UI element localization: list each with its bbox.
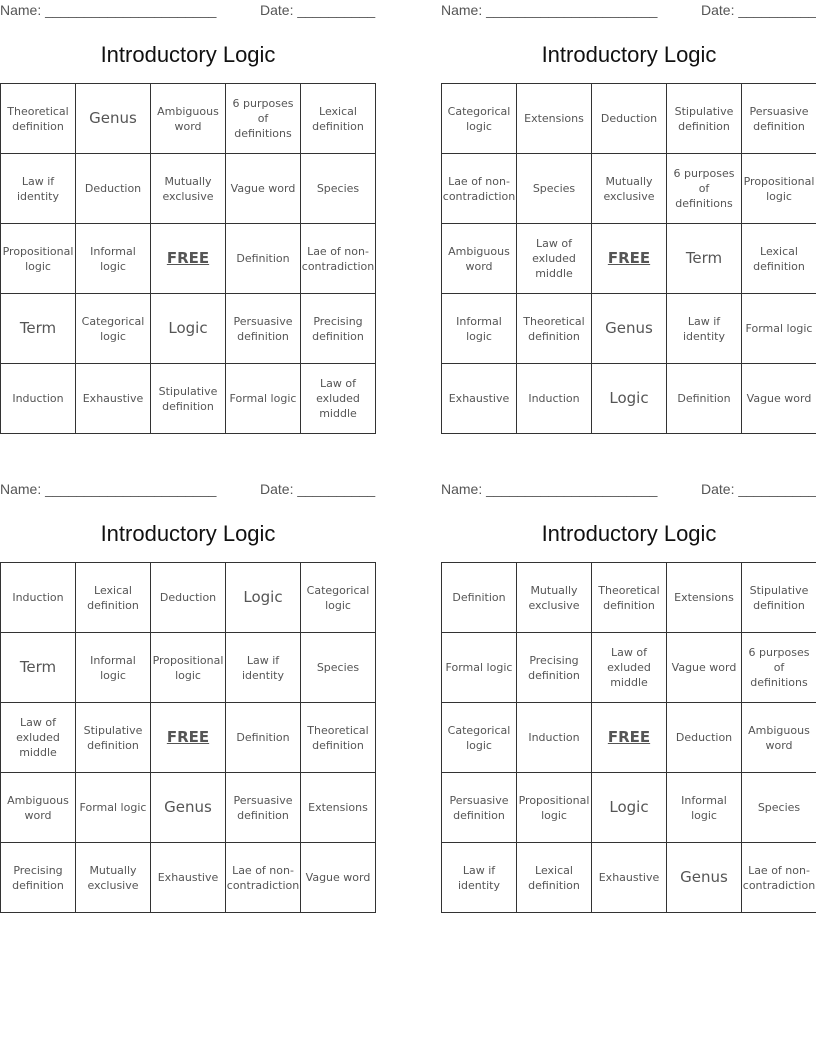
name-date-row: [441, 479, 816, 499]
bingo-cell: Logic: [592, 773, 667, 843]
card-title: Introductory Logic: [100, 42, 276, 67]
bingo-cell: Vague word: [667, 633, 742, 703]
bingo-cell: Law if identity: [226, 633, 301, 703]
bingo-cell: Vague word: [226, 154, 301, 224]
bingo-cell: Induction: [1, 563, 76, 633]
name-date-row: [441, 0, 816, 20]
date-line: Date: __________: [701, 481, 816, 497]
bingo-cell: Species: [517, 154, 592, 224]
bingo-cell: Stipulative definition: [76, 703, 151, 773]
bingo-cell: Formal logic: [442, 633, 517, 703]
bingo-grid: [0, 562, 376, 913]
bingo-cell: Deduction: [592, 84, 667, 154]
name-date-row: [0, 479, 376, 499]
free-space-cell: FREE: [592, 703, 667, 773]
bingo-cell: Induction: [1, 364, 76, 434]
bingo-cell: Extensions: [517, 84, 592, 154]
name-line: Name: ______________________: [441, 481, 658, 497]
bingo-cell: Law if identity: [1, 154, 76, 224]
bingo-cell: Deduction: [667, 703, 742, 773]
bingo-cell: Term: [1, 294, 76, 364]
bingo-grid: [0, 83, 376, 434]
bingo-cell: Persuasive definition: [742, 84, 816, 154]
bingo-cell: Precising definition: [301, 294, 376, 364]
bingo-cell: Categorical logic: [301, 563, 376, 633]
bingo-card: [0, 0, 376, 440]
bingo-cell: Theoretical definition: [592, 563, 667, 633]
bingo-cell: Term: [667, 224, 742, 294]
bingo-cell: Theoretical definition: [517, 294, 592, 364]
bingo-cell: Law of exluded middle: [301, 364, 376, 434]
name-line: Name: ______________________: [441, 2, 658, 18]
bingo-grid: [441, 562, 816, 913]
bingo-cell: Mutually exclusive: [76, 843, 151, 913]
bingo-cell: Lexical definition: [517, 843, 592, 913]
bingo-cell: Propositional logic: [1, 224, 76, 294]
bingo-cell: Propositional logic: [517, 773, 592, 843]
bingo-cell: Lexical definition: [76, 563, 151, 633]
bingo-cell: Lexical definition: [742, 224, 816, 294]
bingo-cell: Law of exluded middle: [1, 703, 76, 773]
bingo-card: [0, 479, 376, 919]
bingo-cell: Genus: [76, 84, 151, 154]
bingo-cell: Definition: [226, 224, 301, 294]
bingo-cell: Deduction: [151, 563, 226, 633]
bingo-cell: Exhaustive: [151, 843, 226, 913]
bingo-cell: 6 purposes of definitions: [226, 84, 301, 154]
free-space-cell: FREE: [151, 703, 226, 773]
bingo-cell: Law of exluded middle: [592, 633, 667, 703]
bingo-cell: Logic: [226, 563, 301, 633]
bingo-cell: Vague word: [301, 843, 376, 913]
bingo-cell: Ambiguous word: [1, 773, 76, 843]
bingo-cell: Species: [301, 154, 376, 224]
bingo-cell: Genus: [592, 294, 667, 364]
card-title: Introductory Logic: [100, 521, 276, 546]
name-line: Name: ______________________: [0, 2, 217, 18]
free-space-cell: FREE: [592, 224, 667, 294]
bingo-cell: Logic: [151, 294, 226, 364]
bingo-cell: Propositional logic: [151, 633, 226, 703]
bingo-cell: Definition: [442, 563, 517, 633]
bingo-cell: Categorical logic: [442, 84, 517, 154]
bingo-cell: Induction: [517, 703, 592, 773]
bingo-card: [441, 479, 816, 919]
bingo-card: [441, 0, 816, 440]
bingo-cell: Precising definition: [517, 633, 592, 703]
bingo-cell: Persuasive definition: [226, 773, 301, 843]
bingo-cell: Extensions: [301, 773, 376, 843]
bingo-cell: Exhaustive: [442, 364, 517, 434]
name-line: Name: ______________________: [0, 481, 217, 497]
bingo-cell: Exhaustive: [592, 843, 667, 913]
bingo-cell: Induction: [517, 364, 592, 434]
bingo-cell: Definition: [226, 703, 301, 773]
name-date-row: [0, 0, 376, 20]
bingo-cell: Vague word: [742, 364, 816, 434]
bingo-cell: Logic: [592, 364, 667, 434]
date-line: Date: __________: [260, 481, 376, 497]
bingo-cell: Lae of non-contradiction: [742, 843, 816, 913]
bingo-cell: Lae of non-contradiction: [226, 843, 301, 913]
bingo-cell: Informal logic: [76, 633, 151, 703]
free-space-cell: FREE: [151, 224, 226, 294]
bingo-cell: Mutually exclusive: [517, 563, 592, 633]
bingo-cell: Theoretical definition: [301, 703, 376, 773]
bingo-cell: Informal logic: [76, 224, 151, 294]
bingo-cell: Stipulative definition: [151, 364, 226, 434]
bingo-cell: Stipulative definition: [742, 563, 816, 633]
bingo-cell: Persuasive definition: [442, 773, 517, 843]
bingo-cell: Categorical logic: [76, 294, 151, 364]
bingo-cell: Law of exluded middle: [517, 224, 592, 294]
bingo-cell: Law if identity: [667, 294, 742, 364]
bingo-cell: Mutually exclusive: [592, 154, 667, 224]
bingo-cell: Informal logic: [667, 773, 742, 843]
card-title: Introductory Logic: [541, 521, 717, 546]
bingo-cell: Precising definition: [1, 843, 76, 913]
bingo-cell: Species: [742, 773, 816, 843]
bingo-cell: Exhaustive: [76, 364, 151, 434]
bingo-cell: Genus: [151, 773, 226, 843]
bingo-cell: Persuasive definition: [226, 294, 301, 364]
bingo-cell: Formal logic: [742, 294, 816, 364]
bingo-cell: Extensions: [667, 563, 742, 633]
bingo-cell: Lae of non-contradiction: [301, 224, 376, 294]
bingo-cell: Lae of non-contradiction: [442, 154, 517, 224]
bingo-cell: Term: [1, 633, 76, 703]
bingo-cell: 6 purposes of definitions: [742, 633, 816, 703]
bingo-cell: Lexical definition: [301, 84, 376, 154]
card-title: Introductory Logic: [541, 42, 717, 67]
bingo-cell: Propositional logic: [742, 154, 816, 224]
bingo-cell: Ambiguous word: [742, 703, 816, 773]
bingo-cell: Theoretical definition: [1, 84, 76, 154]
bingo-cell: Formal logic: [76, 773, 151, 843]
bingo-cell: 6 purposes of definitions: [667, 154, 742, 224]
bingo-cell: Stipulative definition: [667, 84, 742, 154]
bingo-cell: Formal logic: [226, 364, 301, 434]
bingo-cell: Categorical logic: [442, 703, 517, 773]
bingo-cell: Deduction: [76, 154, 151, 224]
bingo-cell: Law if identity: [442, 843, 517, 913]
bingo-grid: [441, 83, 816, 434]
bingo-cell: Species: [301, 633, 376, 703]
date-line: Date: __________: [260, 2, 376, 18]
bingo-cell: Ambiguous word: [442, 224, 517, 294]
date-line: Date: __________: [701, 2, 816, 18]
bingo-cell: Genus: [667, 843, 742, 913]
bingo-cell: Informal logic: [442, 294, 517, 364]
bingo-cell: Definition: [667, 364, 742, 434]
bingo-cell: Ambiguous word: [151, 84, 226, 154]
bingo-cell: Mutually exclusive: [151, 154, 226, 224]
